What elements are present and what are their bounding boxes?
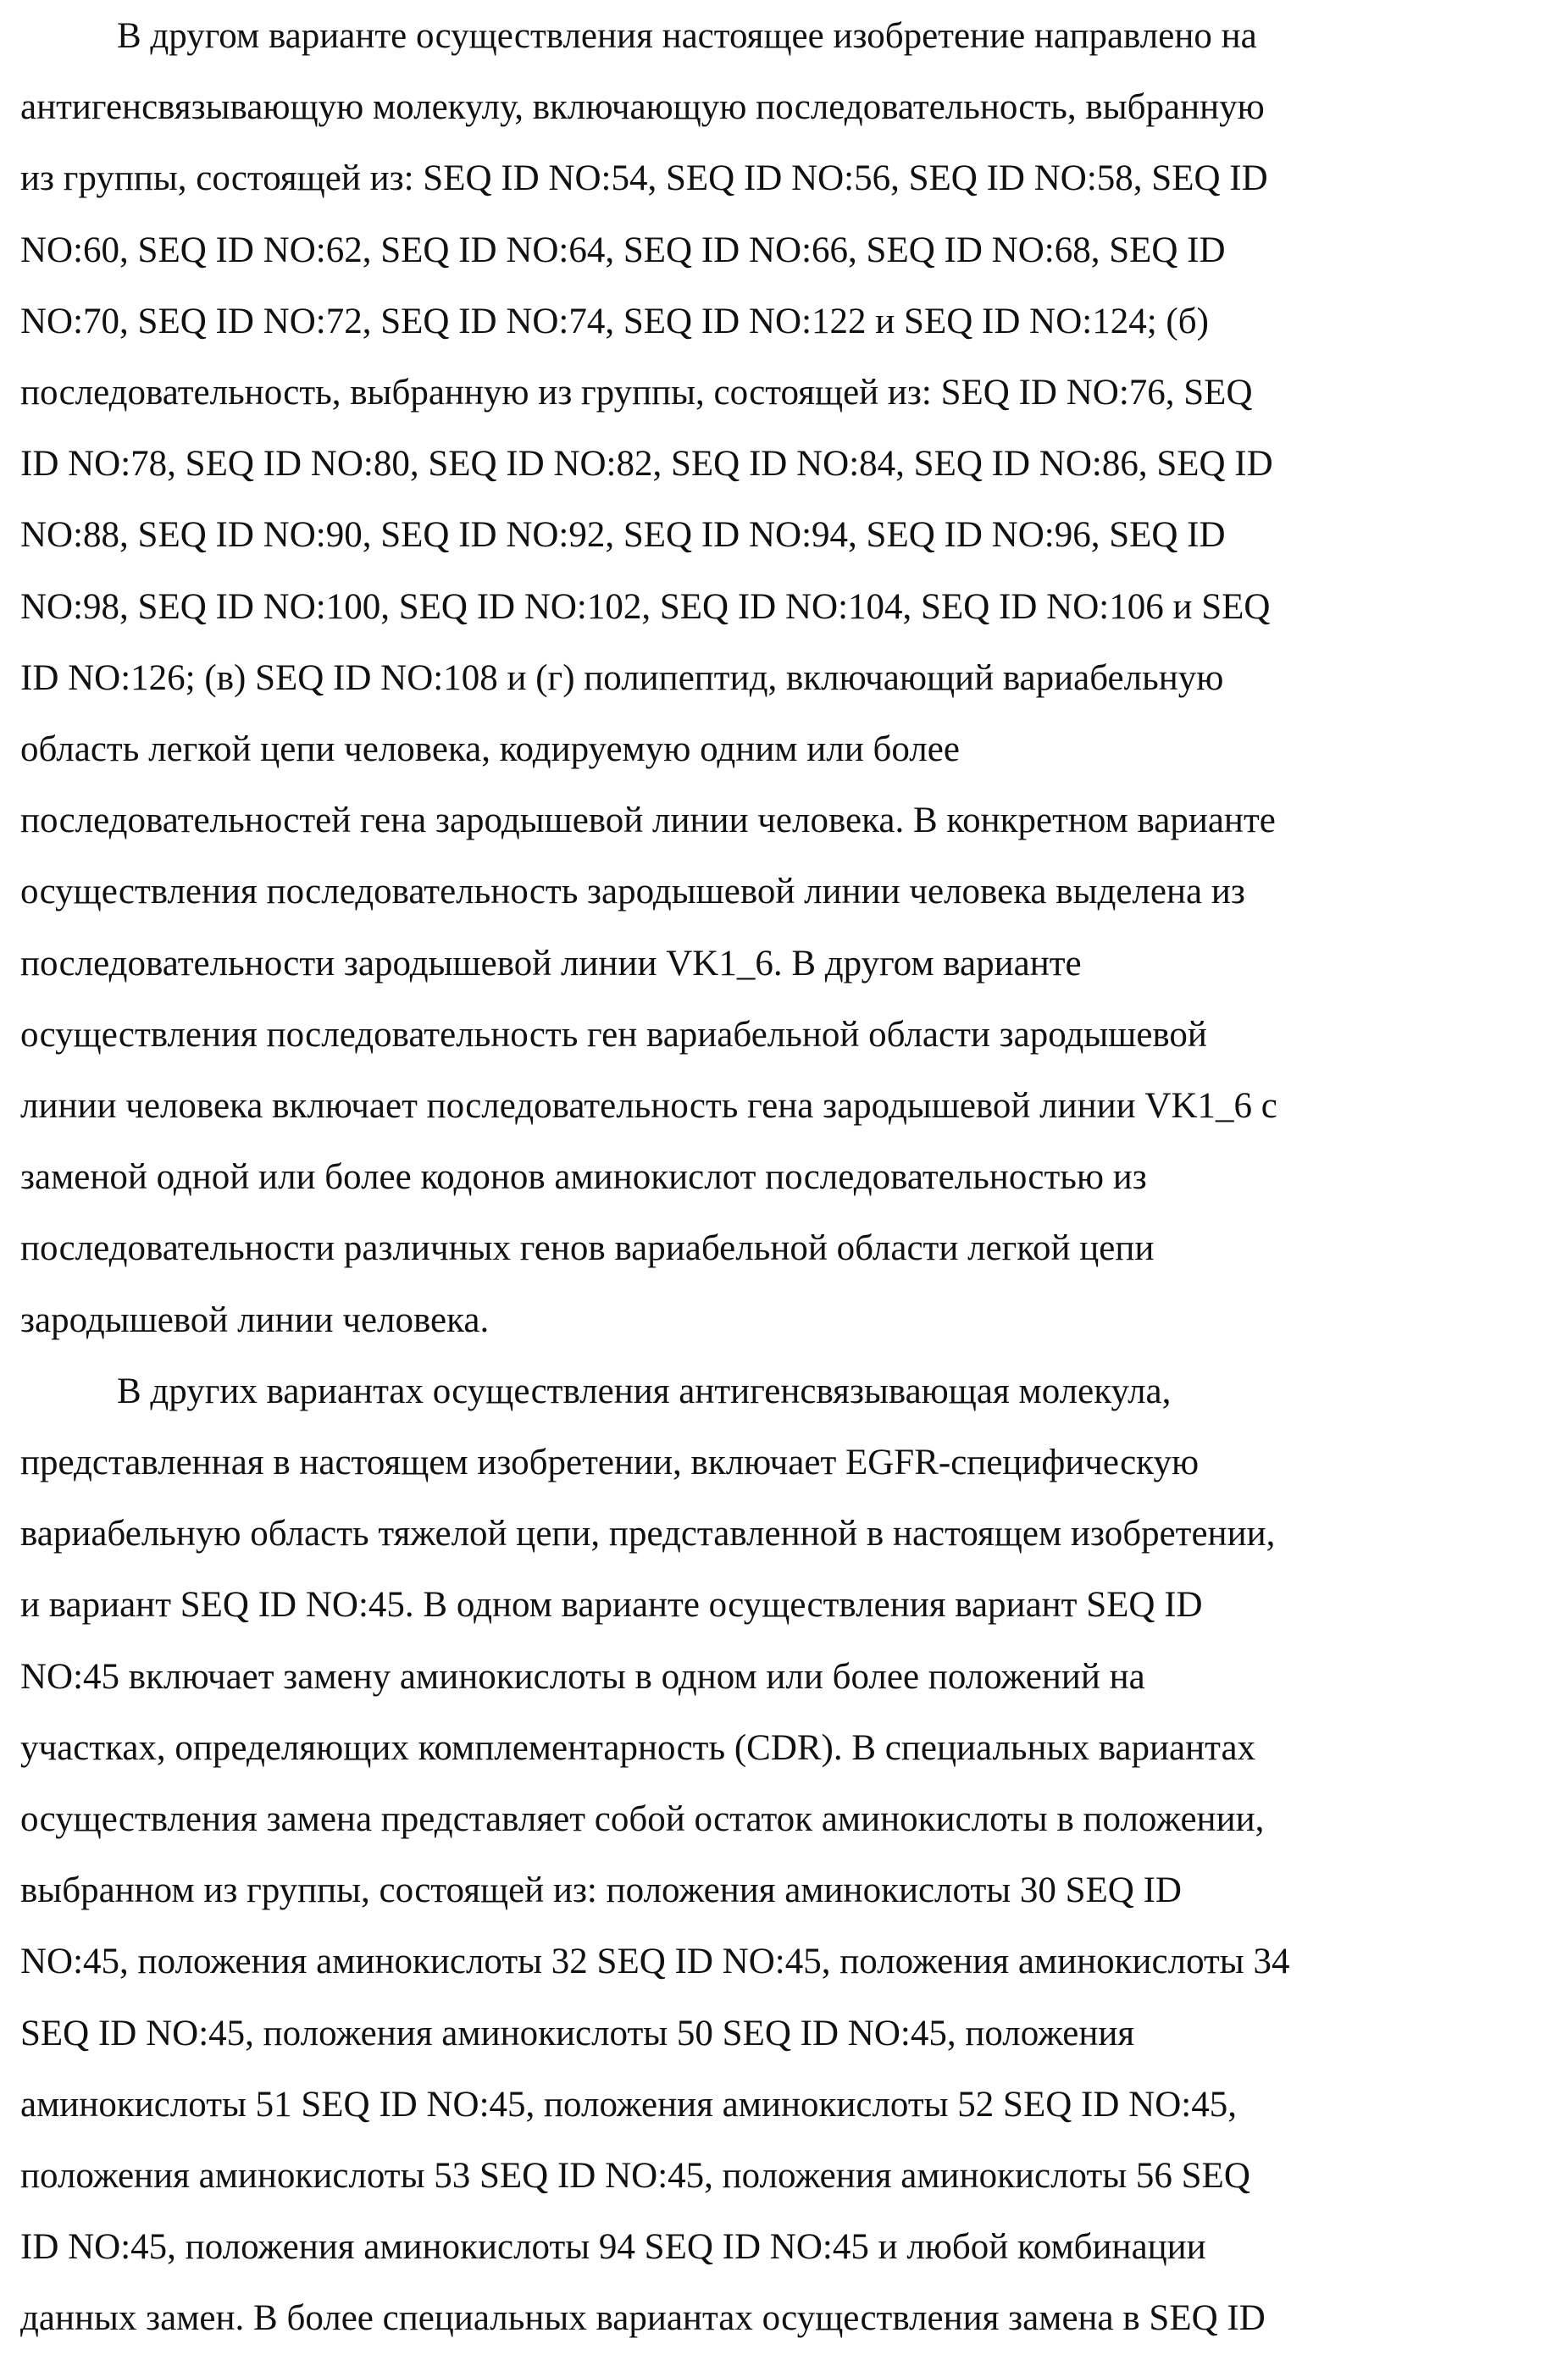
text-line: последовательность, выбранную из группы, состоящей из: SEQ ID NO:76, SEQ: [20, 373, 1253, 413]
text-line: представленная в настоящем изобретении, включает EGFR-специфическую: [20, 1443, 1200, 1482]
paragraph-first-line: В другом варианте осуществления настоящее изобретение направлено на: [117, 16, 1257, 56]
text-line: осуществления последовательность зародышевой линии человека выделена из: [20, 872, 1245, 912]
text-line: данных замен. В более специальных вариантах осуществления замена в SEQ ID: [20, 2298, 1266, 2339]
text-line: аминокислоты 51 SEQ ID NO:45, положения аминокислоты 52 SEQ ID NO:45,: [20, 2084, 1237, 2125]
text-line: вариабельную область тяжелой цепи, представленной в настоящем изобретении,: [20, 1514, 1276, 1554]
text-line: NO:45, положения аминокислоты 32 SEQ ID NO:45, положения аминокислоты 34: [20, 1942, 1290, 1982]
text-line: антигенсвязывающую молекулу, включающую последовательность, выбранную: [20, 87, 1265, 128]
text-line: и вариант SEQ ID NO:45. В одном варианте осуществления вариант SEQ ID: [20, 1585, 1203, 1626]
text-line: линии человека включает последовательность гена зародышевой линии VK1_6 с: [20, 1086, 1277, 1126]
text-line: заменой одной или более кодонов аминокислот последовательностью из: [20, 1157, 1147, 1198]
text-line: выбранном из группы, состоящей из: положения аминокислоты 30 SEQ ID: [20, 1870, 1182, 1911]
text-line: SEQ ID NO:45, положения аминокислоты 50 SEQ ID NO:45, положения: [20, 2013, 1135, 2053]
text-line: осуществления последовательность ген вариабельной области зародышевой: [20, 1014, 1207, 1055]
text-line: последовательности зародышевой линии VK1_6. В другом варианте: [20, 943, 1082, 984]
paragraph-first-line: В других вариантах осуществления антигенсвязывающая молекула,: [117, 1371, 1172, 1411]
text-line: область легкой цепи человека, кодируемую одним или более: [20, 729, 960, 769]
text-line: последовательностей гена зародышевой линии человека. В конкретном варианте: [20, 801, 1276, 841]
text-line: NO:98, SEQ ID NO:100, SEQ ID NO:102, SEQ ID NO:104, SEQ ID NO:106 и SEQ: [20, 586, 1271, 627]
text-line: ID NO:78, SEQ ID NO:80, SEQ ID NO:82, SEQ ID NO:84, SEQ ID NO:86, SEQ ID: [20, 444, 1273, 485]
text-line: из группы, состоящей из: SEQ ID NO:54, SEQ ID NO:56, SEQ ID NO:58, SEQ ID: [20, 158, 1268, 199]
text-line: положения аминокислоты 53 SEQ ID NO:45, положения аминокислоты 56 SEQ: [20, 2156, 1250, 2196]
text-line: ID NO:126; (в) SEQ ID NO:108 и (г) полипептид, включающий вариабельную: [20, 657, 1224, 698]
text-line: участках, определяющих комплементарность (CDR). В специальных вариантах: [20, 1727, 1256, 1768]
text-line: NO:45 включает замену аминокислоты в одном или более положений на: [20, 1656, 1145, 1697]
text-line: осуществления замена представляет собой остаток аминокислоты в положении,: [20, 1799, 1265, 1839]
text-line: NO:88, SEQ ID NO:90, SEQ ID NO:92, SEQ ID NO:94, SEQ ID NO:96, SEQ ID: [20, 515, 1226, 556]
text-line: зародышевой линии человека.: [20, 1299, 490, 1340]
text-line: последовательности различных генов вариабельной области легкой цепи: [20, 1228, 1155, 1269]
text-line: ID NO:45, положения аминокислоты 94 SEQ ID NO:45 и любой комбинации: [20, 2227, 1206, 2268]
text-line: NO:70, SEQ ID NO:72, SEQ ID NO:74, SEQ ID NO:122 и SEQ ID NO:124; (б): [20, 301, 1209, 341]
text-line: NO:60, SEQ ID NO:62, SEQ ID NO:64, SEQ ID NO:66, SEQ ID NO:68, SEQ ID: [20, 230, 1226, 270]
